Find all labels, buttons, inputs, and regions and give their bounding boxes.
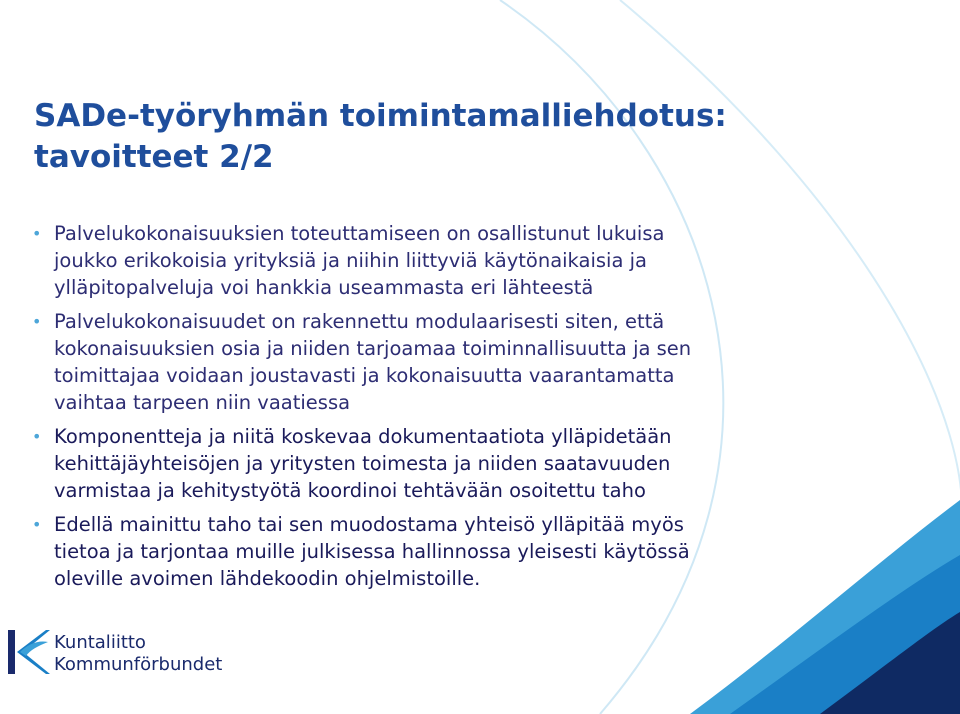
bullet-item <box>30 423 730 504</box>
bullet-item <box>30 511 730 592</box>
bullet-list <box>30 220 730 599</box>
bullet-item <box>30 308 730 416</box>
logo-wordmark <box>54 632 222 676</box>
bullet-item <box>30 220 730 301</box>
bullet-icon: • <box>32 515 42 534</box>
logo-line-2: Kommunförbundet <box>54 654 223 675</box>
slide-title-line-1: SADe-työryhmän toimintamalliehdotus: <box>34 98 727 134</box>
bullet-icon: • <box>32 427 42 446</box>
bullet-icon: • <box>32 312 42 331</box>
slide-title-line-2: tavoitteet 2/2 <box>34 139 274 175</box>
bullet-text: Palvelukokonaisuudet on rakennettu modulaarisesti siten, että kokonaisuuksien osia ja niiden tarjoamaa toiminnallisuutta ja sen toimittajaa voidaan joustavasti ja kokonaisuutta vaarantamatta vaihtaa tarpeen niin vaatiessa <box>54 310 692 414</box>
kuntaliitto-logo <box>6 626 266 686</box>
slide-title <box>34 96 854 178</box>
kuntaliitto-logo-icon <box>6 626 52 678</box>
bullet-text: Komponentteja ja niitä koskevaa dokumentaatiota ylläpidetään kehittäjäyhteisöjen ja yritysten toimesta ja niiden saatavuuden varmistaa ja kehitystyötä koordinoi tehtävään osoitettu taho <box>54 425 672 502</box>
bullet-icon: • <box>32 224 42 243</box>
bullet-text: Edellä mainittu taho tai sen muodostama yhteisö ylläpitää myös tietoa ja tarjontaa muille julkisessa hallinnossa yleisesti käytössä oleville avoimen lähdekoodin ohjelmistoille. <box>54 513 690 590</box>
bullet-text: Palvelukokonaisuuksien toteuttamiseen on osallistunut lukuisa joukko erikokoisia yrityksiä ja niihin liittyviä käytönaikaisia ja ylläpitopalveluja voi hankkia useammasta eri lähteestä <box>54 222 665 299</box>
logo-line-1: Kuntaliitto <box>54 632 146 653</box>
